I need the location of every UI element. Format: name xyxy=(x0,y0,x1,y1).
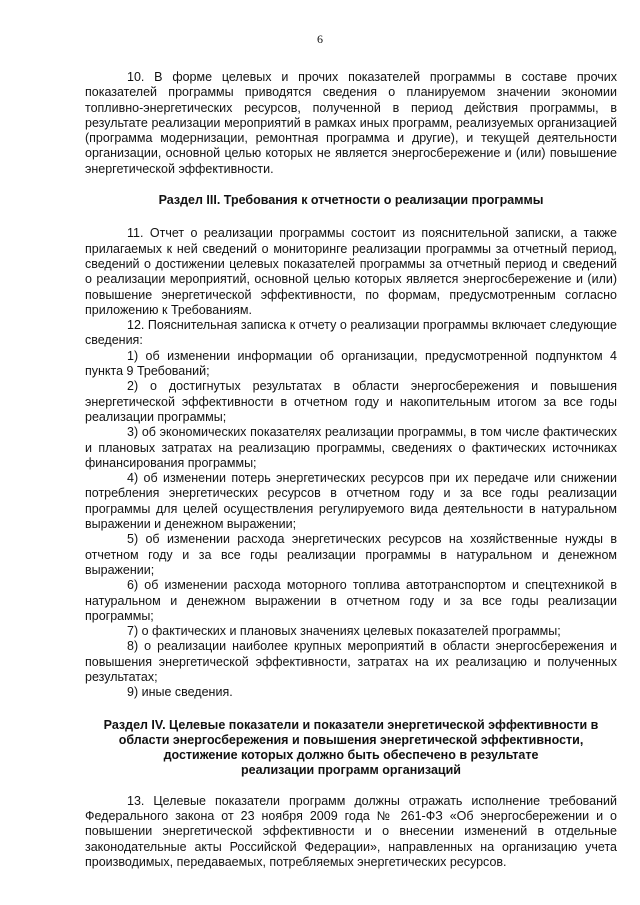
page-number: 6 xyxy=(317,32,323,46)
document-body xyxy=(85,70,617,870)
list-item-7: 7) о фактических и плановых значениях целевых показателей программы; xyxy=(127,624,561,639)
list-item-6: 6) об изменении расхода моторного топлива автотранспортом и спецтехникой в натуральном и денежном выражении в отчетном году и за все годы реализации программы; xyxy=(85,578,617,623)
section-4-heading xyxy=(85,718,617,779)
list-item-5: 5) об изменении расхода энергетических ресурсов на хозяйственные нужды в отчетном году и за все годы реализации программы в натуральном и денежном выражении; xyxy=(85,532,617,577)
list-item-4: 4) об изменении потерь энергетических ресурсов при их передаче или снижении потребления энергетических ресурсов в отчетном году и за все годы реализации программы для целей осуществления регулируемого вида деятельности в натуральном выражении и денежном выражении; xyxy=(85,471,617,532)
paragraph-11: 11. Отчет о реализации программы состоит из пояснительной записки, а также прилагаемых к ней сведений о мониторинге реализации программы за отчетный период, сведений о достижении целевых показателей программы за отчетный период и сведений о реализации мероприятий, основной целью которых является энергосбережение и (или) повышение энергетической эффективности, по формам, предусмотренным согласно приложению к Требованиям. xyxy=(85,226,617,317)
list-item-9: 9) иные сведения. xyxy=(127,685,233,700)
section-3-heading: Раздел III. Требования к отчетности о реализации программы xyxy=(158,193,544,208)
section-4-heading-line-3: достижение которых должно быть обеспечено в результате xyxy=(163,748,539,763)
section-4-heading-line-4: реализации программ организаций xyxy=(241,763,461,778)
paragraph-13: 13. Целевые показатели программ должны отражать исполнение требований Федерального закона от 23 ноября 2009 года № 261-ФЗ «Об энергосбережении и о повышении энергетической эффективности и о внесении изменений в отдельные законодательные акты Российской Федерации», направленных на организацию учета производимых, передаваемых, потребляемых энергетических ресурсов. xyxy=(85,793,617,869)
section-4-heading-line-2: области энергосбережения и повышения энергетической эффективности, xyxy=(118,732,584,747)
paragraph-10: 10. В форме целевых и прочих показателей программы в составе прочих показателей программы приводятся сведения о планируемом значении экономии топливно-энергетических ресурсов, полученной в период действия программы, в результате реализации мероприятий в рамках иных программ, реализуемых организацией (программа модернизации, ремонтная программа и другие), и текущей деятельности организации, основной целью которых не является энергосбережение и (или) повышение энергетической эффективности. xyxy=(85,70,617,176)
list-item-8: 8) о реализации наиболее крупных мероприятий в области энергосбережения и повышения энергетической эффективности, затратах на их реализацию и полученных результатах; xyxy=(85,639,617,684)
list-item-1: 1) об изменении информации об организации, предусмотренной подпунктом 4 пункта 9 Требований; xyxy=(85,348,617,379)
paragraph-12: 12. Пояснительная записка к отчету о реализации программы включает следующие сведения: xyxy=(85,318,617,348)
list-item-2: 2) о достигнутых результатах в области энергосбережения и повышения энергетической эффективности в отчетном году и накопительным итогом за все годы реализации программы; xyxy=(85,379,617,424)
section-4-heading-line-1: Раздел IV. Целевые показатели и показатели энергетической эффективности в xyxy=(103,717,599,732)
list-item-3: 3) об экономических показателях реализации программы, в том числе фактических и плановых затратах на реализацию программы, сведениях о фактических источниках финансирования программы; xyxy=(85,425,617,470)
